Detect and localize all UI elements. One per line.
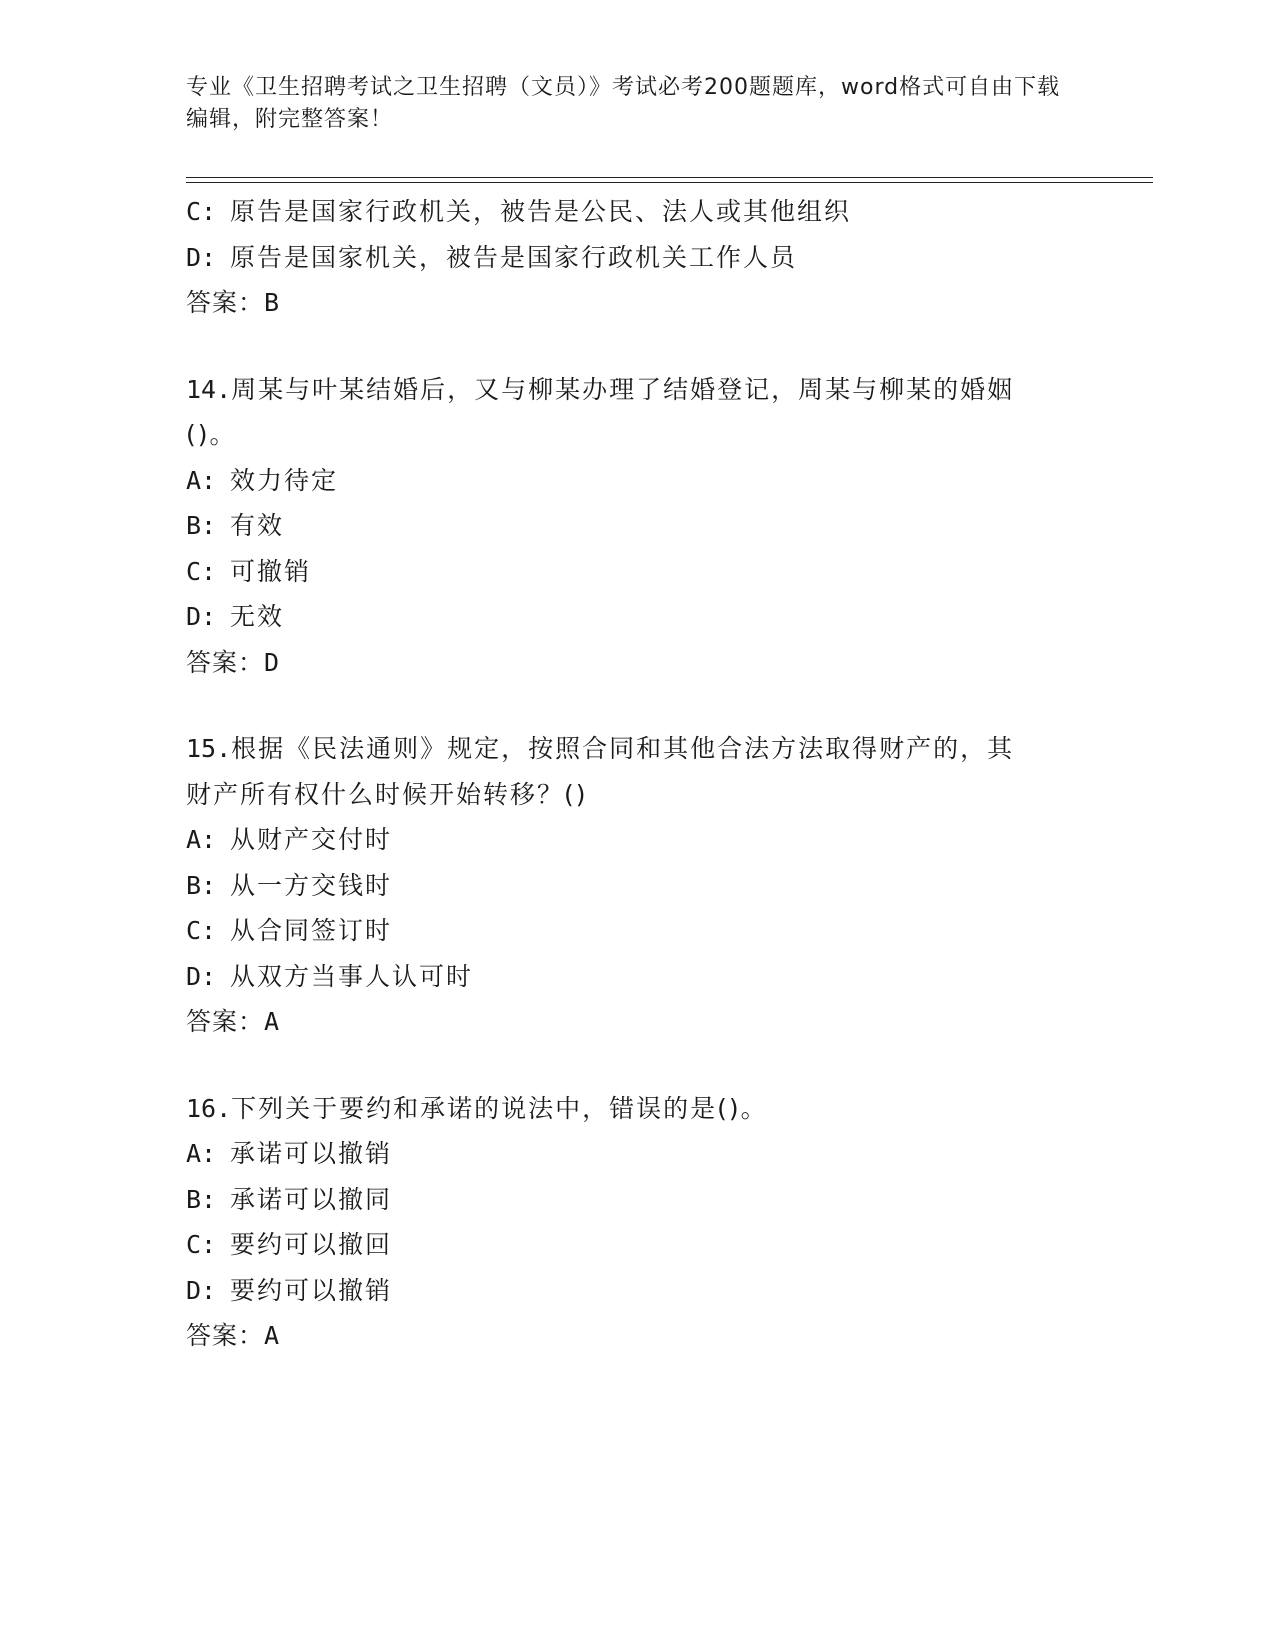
option-text: 原告是国家机关，被告是国家行政机关工作人员 bbox=[230, 242, 798, 272]
option-text: 从合同签订时 bbox=[230, 916, 393, 945]
question-stem-cont: ()。 bbox=[186, 420, 237, 449]
option-a bbox=[186, 458, 1086, 504]
option-d bbox=[186, 235, 1086, 281]
option-letter: B: bbox=[186, 870, 217, 900]
option-letter: D: bbox=[186, 1275, 217, 1305]
answer-label: 答案： bbox=[186, 1321, 265, 1350]
option-text: 承诺可以撤同 bbox=[230, 1184, 393, 1214]
option-text: 有效 bbox=[230, 511, 285, 540]
option-letter: C: bbox=[186, 916, 217, 945]
answer-label: 答案： bbox=[186, 647, 265, 677]
option-text: 要约可以撤回 bbox=[230, 1230, 393, 1259]
question-text: 下列关于要约和承诺的说法中，错误的是()。 bbox=[231, 1093, 768, 1123]
option-text: 从双方当事人认可时 bbox=[230, 961, 474, 991]
option-letter: D: bbox=[186, 242, 217, 272]
option-text: 从财产交付时 bbox=[230, 825, 393, 854]
question-16 bbox=[186, 1086, 1086, 1359]
option-text: 可撤销 bbox=[230, 556, 312, 586]
answer-label: 答案： bbox=[186, 1007, 265, 1036]
question-stem bbox=[186, 367, 1086, 413]
prev-question-tail bbox=[186, 189, 1086, 326]
question-number: 15. bbox=[186, 734, 232, 763]
question-number: 14. bbox=[186, 374, 232, 404]
question-14 bbox=[186, 367, 1086, 686]
answer-line bbox=[186, 640, 1086, 686]
question-list bbox=[186, 189, 1086, 1359]
option-letter: A: bbox=[186, 465, 217, 495]
option-c bbox=[186, 1222, 1086, 1268]
answer-value: B bbox=[264, 288, 281, 317]
option-b bbox=[186, 863, 1086, 909]
header-rule-top bbox=[186, 177, 1153, 178]
option-c bbox=[186, 189, 1086, 235]
option-text: 承诺可以撤销 bbox=[230, 1139, 393, 1168]
answer-value: A bbox=[264, 1321, 281, 1350]
answer-value: A bbox=[264, 1007, 281, 1036]
option-text: 从一方交钱时 bbox=[230, 870, 393, 900]
option-letter: C: bbox=[186, 1230, 217, 1259]
option-b bbox=[186, 503, 1086, 549]
answer-line bbox=[186, 999, 1086, 1045]
answer-value: D bbox=[264, 647, 281, 677]
option-c bbox=[186, 908, 1086, 954]
option-c bbox=[186, 549, 1086, 595]
option-text: 原告是国家行政机关，被告是公民、法人或其他组织 bbox=[230, 197, 852, 226]
option-letter: C: bbox=[186, 197, 217, 226]
answer-line bbox=[186, 1313, 1086, 1359]
option-b bbox=[186, 1177, 1086, 1223]
question-stem-cont: 财产所有权什么时候开始转移？() bbox=[186, 779, 588, 809]
document-header: 专业《卫生招聘考试之卫生招聘（文员）》考试必考200题题库，word格式可自由下载编辑，附完整答案！ bbox=[186, 75, 1061, 132]
option-letter: D: bbox=[186, 961, 217, 991]
option-text: 效力待定 bbox=[230, 465, 339, 495]
question-stem bbox=[186, 726, 1086, 772]
option-letter: C: bbox=[186, 556, 217, 586]
option-a bbox=[186, 817, 1086, 863]
question-stem bbox=[186, 1086, 1086, 1132]
question-text: 周某与叶某结婚后，又与柳某办理了结婚登记，周某与柳某的婚姻 bbox=[231, 374, 1015, 404]
option-d bbox=[186, 1268, 1086, 1314]
option-letter: A: bbox=[186, 1139, 217, 1168]
question-15 bbox=[186, 726, 1086, 1045]
answer-line bbox=[186, 280, 1086, 326]
answer-label: 答案： bbox=[186, 288, 265, 317]
option-letter: A: bbox=[186, 825, 217, 854]
option-letter: B: bbox=[186, 1184, 217, 1214]
option-d bbox=[186, 954, 1086, 1000]
option-text: 要约可以撤销 bbox=[230, 1275, 393, 1305]
option-d bbox=[186, 594, 1086, 640]
option-a bbox=[186, 1131, 1086, 1177]
option-letter: B: bbox=[186, 511, 217, 540]
question-text: 根据《民法通则》规定，按照合同和其他合法方法取得财产的，其 bbox=[231, 734, 1015, 763]
question-number: 16. bbox=[186, 1093, 232, 1123]
header-rule-bottom bbox=[186, 182, 1153, 183]
option-text: 无效 bbox=[230, 602, 285, 631]
option-letter: D: bbox=[186, 602, 217, 631]
